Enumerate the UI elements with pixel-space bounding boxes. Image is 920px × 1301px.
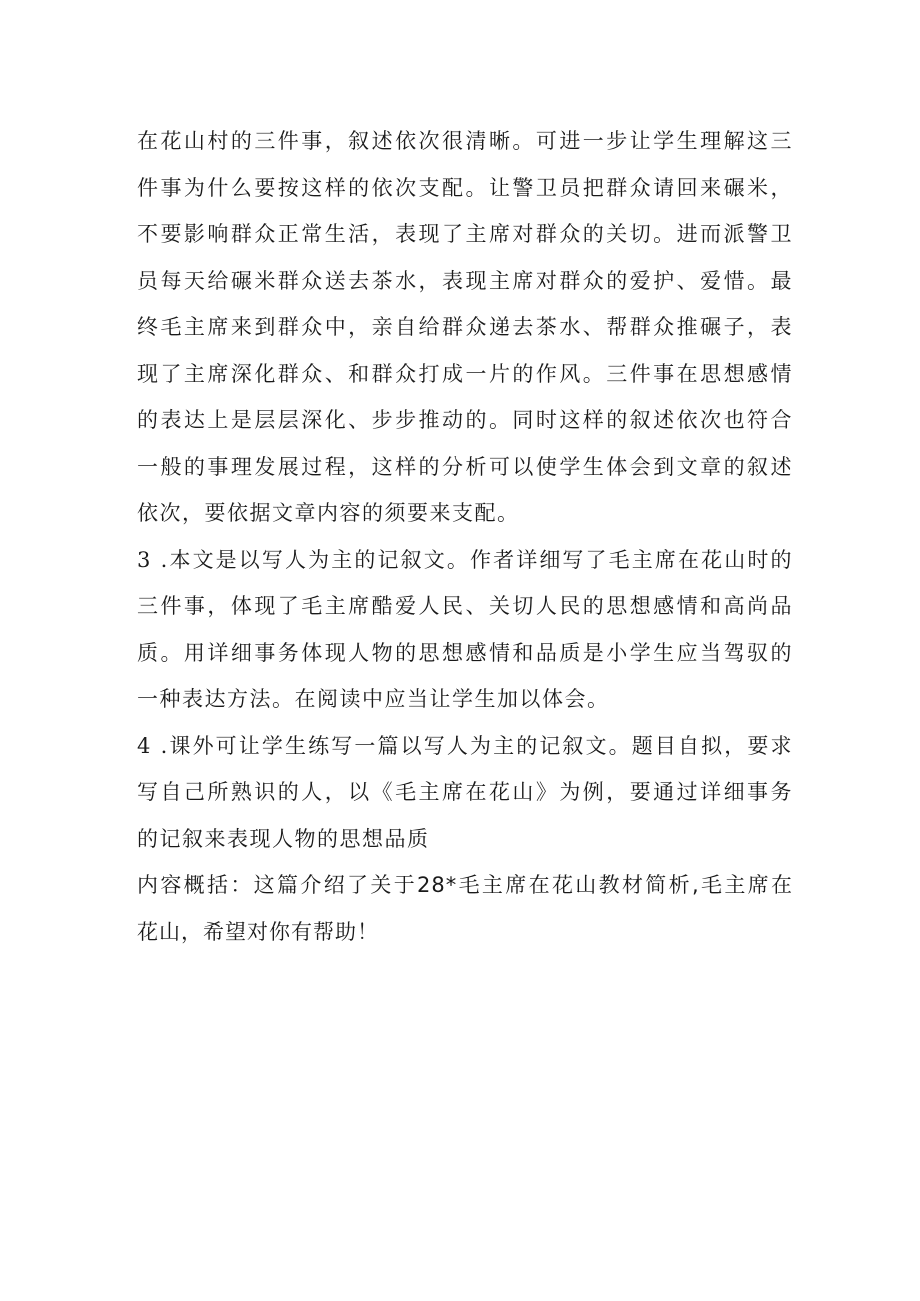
text-line-5: 终毛主席来到群众中，亲自给群众递去茶水、帮群众推碾子，表 <box>137 315 793 339</box>
summary-line-2: 花山，希望对你有帮助！ <box>137 919 379 944</box>
text-line-2: 件事为什么要按这样的依次支配。让警卫员把群众请回来碾米， <box>137 175 793 200</box>
text-line-3: 不要影响群众正常生活，表现了主席对群众的关切。进而派警卫 <box>137 222 793 246</box>
text-line-13: 一种表达方法。在阅读中应当让学生加以体会。 <box>137 687 610 711</box>
text-line-1: 在花山村的三件事，叙述依次很清晰。可进一步让学生理解这三 <box>137 129 793 153</box>
text-line-12: 质。用详细事务体现人物的思想感情和品质是小学生应当驾驭的 <box>137 640 793 665</box>
text-line-16: 的记叙来表现人物的思想品质 <box>137 826 430 851</box>
text-line-7: 的表达上是层层深化、步步推动的。同时这样的叙述依次也符合 <box>137 408 793 432</box>
summary-line-1: 内容概括：这篇介绍了关于28*毛主席在花山教材简析,毛主席在 <box>137 873 793 897</box>
text-line-4: 员每天给碾米群众送去茶水，表现主席对群众的爱护、爱惜。最 <box>137 268 793 293</box>
text-line-11: 三件事，体现了毛主席酷爱人民、关切人民的思想感情和高尚品 <box>137 594 793 618</box>
text-line-9: 依次，要依据文章内容的须要来支配。 <box>137 501 520 525</box>
text-line-8: 一般的事理发展过程，这样的分析可以使学生体会到文章的叙述 <box>137 454 793 479</box>
text-line-15: 写自己所熟识的人，以《毛主席在花山》为例，要通过详细事务 <box>137 780 793 804</box>
text-line-10: 3 .本文是以写人为主的记叙文。作者详细写了毛主席在花山时的 <box>137 547 793 572</box>
text-line-14: 4 .课外可让学生练写一篇以写人为主的记叙文。题目自拟，要求 <box>137 733 793 758</box>
body-text <box>137 118 793 955</box>
text-line-6: 现了主席深化群众、和群众打成一片的作风。三件事在思想感情 <box>137 361 793 386</box>
